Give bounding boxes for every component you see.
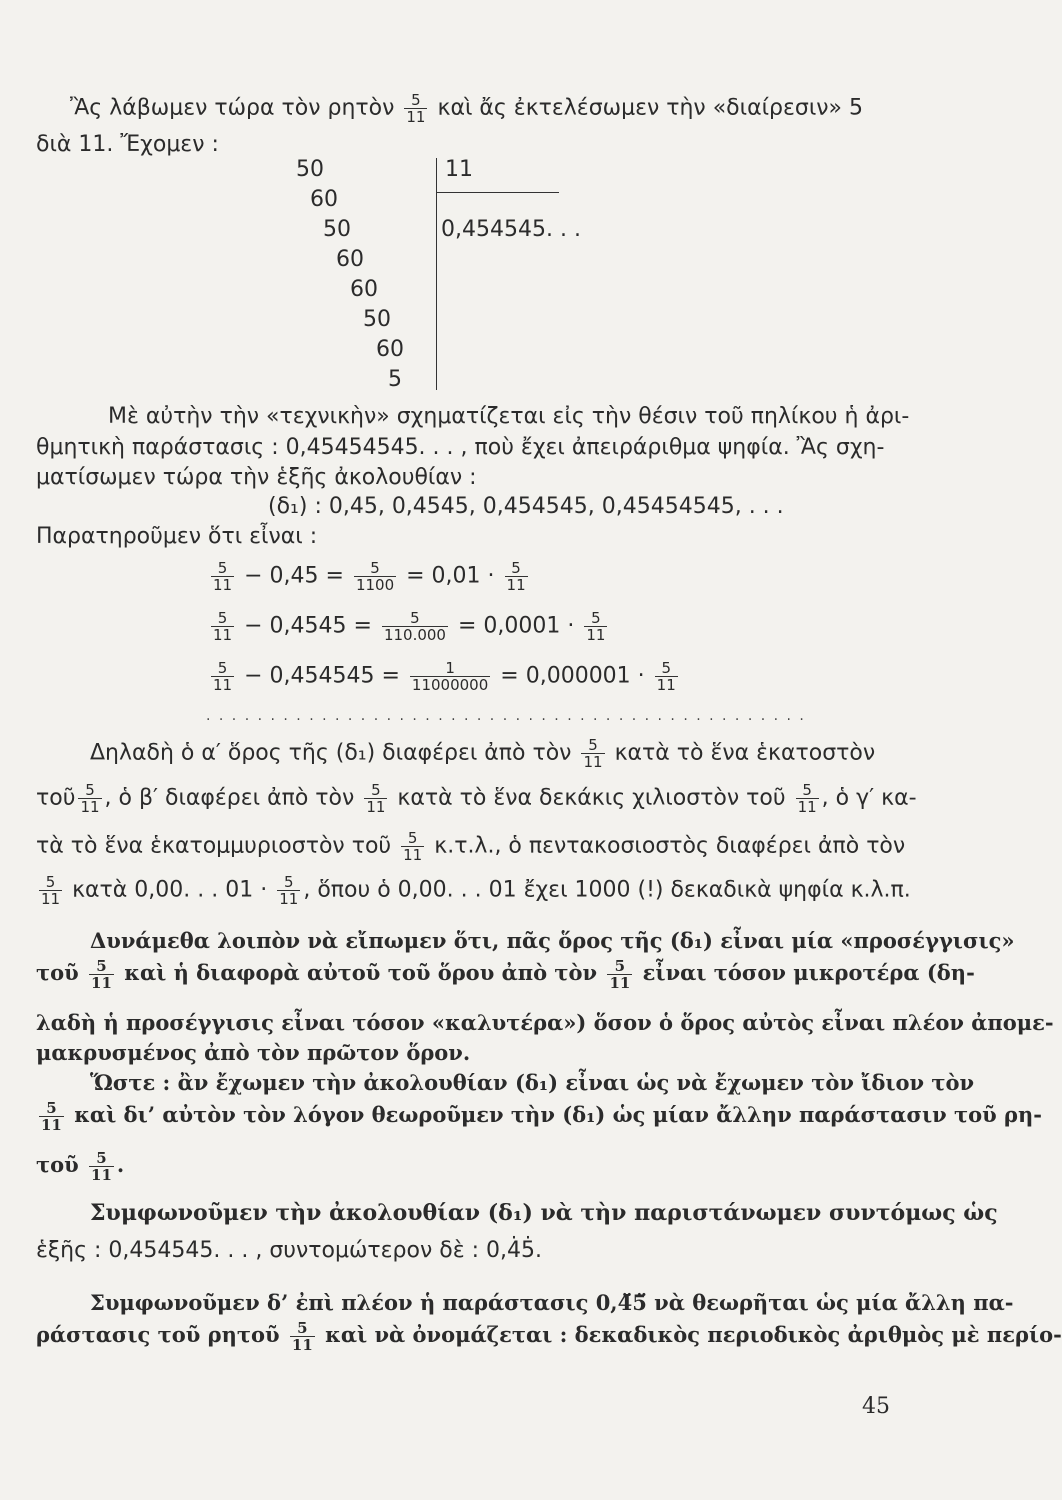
para5-line-1: Συμφωνοῦμεν τὴν ἀκολουθίαν (δ₁) νὰ τὴν παριστάνωμεν συντόμως ὡς (90, 1200, 998, 1226)
division-step: 60 (350, 277, 378, 302)
fraction-5-11: $\frac{5}{11}$ (586, 609, 606, 644)
observe-line: Παρατηροῦμεν ὅτι εἶναι : (36, 524, 318, 549)
para6-line-1: Συμφωνοῦμεν δ’ ἐπὶ πλέον ἡ παράστασις 0,4̈5̈ νὰ θεωρῆται ὡς μία ἄλλη πα- (90, 1290, 1014, 1315)
division-step: 5 (388, 367, 402, 392)
para3-line-3: λαδὴ ἡ προσέγγισις εἶναι τόσον «καλυτέρα») ὅσον ὁ ὅρος αὐτὸς εἶναι πλέον ἀπομε- (36, 1010, 1054, 1035)
para1-line-2: θμητικὴ παράστασις : 0,45454545. . . , ποὺ ἔχει ἀπειράριθμα ψηφία. Ἂς σχη- (36, 435, 885, 460)
sequence-d1: (δ₁) : 0,45, 0,4545, 0,454545, 0,45454545, . . . (268, 494, 784, 519)
fraction-5-11: $\frac{5}{11}$ (80, 781, 100, 816)
para4-line-1: Ὥστε : ἂν ἔχωμεν τὴν ἀκολουθίαν (δ₁) εἶναι ὡς νὰ ἔχωμεν τὸν ἴδιον τὸν (90, 1070, 975, 1095)
fraction-5-11: $\frac{5}{11}$ (91, 957, 112, 992)
fraction-5-11: $\frac{5}{11}$ (279, 873, 299, 908)
division-step: 50 (323, 217, 351, 242)
division-step: 50 (363, 307, 391, 332)
division-divisor: 11 (445, 157, 473, 182)
fraction-5-11: $\frac{5}{11}$ (213, 609, 233, 644)
fraction-eq1: $\frac{5}{1100}$ (355, 559, 395, 594)
para3-line-1: Δυνάμεθα λοιπὸν νὰ εἴπωμεν ὅτι, πᾶς ὅρος τῆς (δ₁) εἶναι μία «προσέγγισις» (90, 928, 1015, 953)
division-step: 60 (376, 337, 404, 362)
para1-line-1: Μὲ αὐτὴν τὴν «τεχνικὴν» σχηματίζεται εἰς τὴν θέσιν τοῦ πηλίκου ἡ ἀρι- (108, 404, 910, 429)
fraction-5-11: $\frac{5}{11}$ (656, 659, 676, 694)
fraction-5-11: $\frac{5}{11}$ (403, 829, 423, 864)
para5-line-2: ἑξῆς : 0,454545. . . , συντομώτερον δὲ : 0,4̇5̇. (36, 1238, 542, 1263)
fraction-5-11: $\frac{5}{11}$ (41, 873, 61, 908)
division-step: 60 (336, 247, 364, 272)
para4-line-2: $\frac{5}{11}$ καὶ δι’ αὐτὸν τὸν λόγον θεωροῦμεν τὴν (δ₁) ὡς μίαν ἄλλην παράστασιν τοῦ ρη- (41, 1099, 1042, 1134)
intro-text-a: Ἂς λάβωμεν τώρα τὸν ρητὸν (70, 95, 395, 121)
intro-text-b: καὶ ἄς ἐκτελέσωμεν τὴν «διαίρεσιν» 5 (437, 95, 864, 121)
para6-line-2: ράστασις τοῦ ρητοῦ $\frac{5}{11}$ καὶ νὰ ὀνομάζεται : δεκαδικὸς περιοδικὸς ἀριθμὸς μὲ περίο- (36, 1319, 1062, 1354)
fraction-5-11: $\frac{5}{11}$ (797, 781, 817, 816)
division-quotient: 0,454545. . . (441, 217, 581, 242)
equation-2: $\frac{5}{11}$ − 0,4545 = $\frac{5}{110.000}$ = 0,0001 · $\frac{5}{11}$ (213, 609, 606, 644)
fraction-5-11: $\frac{5}{11}$ (291, 1319, 313, 1354)
para3-line-2: τοῦ $\frac{5}{11}$ καὶ ἡ διαφορὰ αὐτοῦ τοῦ ὅρου ἀπὸ τὸν $\frac{5}{11}$ εἶναι τόσον μικροτέρα (δη- (36, 957, 975, 992)
equation-3: $\frac{5}{11}$ − 0,454545 = $\frac{1}{11000000}$ = 0,000001 · $\frac{5}{11}$ (213, 659, 676, 694)
para1-line-3: ματίσωμεν τώρα τὴν ἑξῆς ἀκολουθίαν : (36, 465, 477, 490)
division-horizontal-bar (437, 192, 559, 193)
para2-line-1: Δηλαδὴ ὁ α′ ὅρος τῆς (δ₁) διαφέρει ἀπὸ τὸν $\frac{5}{11}$ κατὰ τὸ ἕνα ἑκατοστὸν (90, 736, 876, 771)
para3-line-4: μακρυσμένος ἀπὸ τὸν πρῶτον ὅρον. (36, 1040, 471, 1065)
fraction-eq2: $\frac{5}{110.000}$ (383, 609, 446, 644)
fraction-5-11: $\frac{5}{11}$ (366, 781, 386, 816)
fraction-5-11: $\frac{5}{11}$ (583, 736, 603, 771)
para2-line-2: τοῦ $\frac{5}{11}$ , ὁ β′ διαφέρει ἀπὸ τὸν $\frac{5}{11}$ κατὰ τὸ ἕνα δεκάκις χιλιοστὸν τοῦ $\frac{5}{11}$ , ὁ γ′ κα- (36, 781, 917, 816)
fraction-5-11: $\frac{5}{11}$ (609, 957, 631, 992)
fraction-5-11: $\frac{5}{11}$ (213, 559, 233, 594)
fraction-5-11: $\frac{5}{11}$ (91, 1149, 112, 1184)
equation-1: $\frac{5}{11}$ − 0,45 = $\frac{5}{1100}$ = 0,01 · $\frac{5}{11}$ (213, 559, 526, 594)
equation-ellipsis: . . . . . . . . . . . . . . . . . . . . . . . . . . . . . . . . . . . . . . . . . . . . . . . (206, 708, 806, 724)
intro-line-1 (70, 92, 863, 125)
fraction-eq3: $\frac{1}{11000000}$ (411, 659, 489, 694)
fraction-5-11: $\frac{5}{11}$ (41, 1099, 62, 1134)
fraction-5-11: $\frac{5}{11}$ (506, 559, 526, 594)
division-step: 60 (310, 187, 338, 212)
division-step: 50 (296, 157, 324, 182)
page-number: 45 (862, 1394, 890, 1419)
para4-line-3: τοῦ $\frac{5}{11}$ . (36, 1149, 125, 1184)
para2-line-4: $\frac{5}{11}$ κατὰ 0,00. . . 01 · $\frac{5}{11}$ , ὅπου ὁ 0,00. . . 01 ἔχει 1000 (!) δεκαδικὰ ψηφία κ.λ.π. (41, 873, 911, 908)
fraction-5-11: $\frac{5}{11}$ (213, 659, 233, 694)
intro-line-2: διὰ 11. Ἔχομεν : (36, 132, 219, 157)
fraction-5-11: $\frac{5}{11}$ (406, 91, 426, 126)
para2-line-3: τὰ τὸ ἕνα ἑκατομμυριοστὸν τοῦ $\frac{5}{11}$ κ.τ.λ., ὁ πεντακοσιοστὸς διαφέρει ἀπὸ τὸν (36, 829, 906, 864)
